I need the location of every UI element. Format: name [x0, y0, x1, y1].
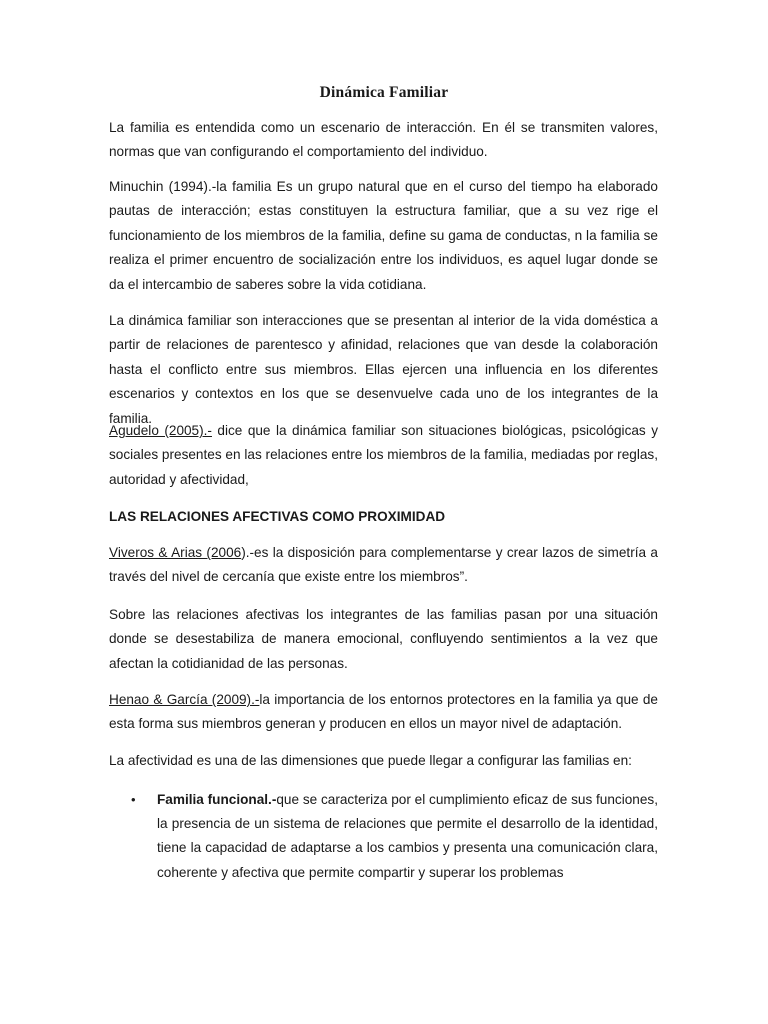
paragraph-viveros-text: ).-es la disposición para complementarse y crear lazos de simetría a través del nivel de cercanía que existe entre los miembros”. — [109, 545, 658, 585]
paragraph-henao-text: la importancia de los entornos protectores en la familia ya que de esta forma sus miembros generan y producen en ellos un mayor nivel de adaptación. — [109, 692, 658, 732]
citation-agudelo: Agudelo (2005).- — [109, 423, 212, 438]
paragraph-dinamica: La dinámica familiar son interacciones que se presentan al interior de la vida doméstica a partir de relaciones de parentesco y afinidad, relaciones que van desde la colaboración hasta el conflicto entre sus miembros. Ellas ejercen una influencia en los diferentes escenarios y contextos en los que se desenvuelve cada uno de los integrantes de la familia. — [109, 313, 658, 426]
paragraph-relaciones-afectivas: Sobre las relaciones afectivas los integrantes de las familias pasan por una situación donde se desestabiliza de manera emocional, confluyendo sentimientos a la vez que afectan la cotidianidad de las personas. — [109, 607, 658, 671]
bullet-icon: • — [131, 792, 136, 807]
paragraph-agudelo — [109, 419, 658, 492]
paragraph-afectividad: La afectividad es una de las dimensiones que puede llegar a configurar las familias en: — [109, 753, 632, 768]
bullet-list — [109, 788, 658, 885]
paragraph-intro: La familia es entendida como un escenario de interacción. En él se transmiten valores, normas que van configurando el comportamiento del individuo. — [109, 120, 658, 160]
section-heading: LAS RELACIONES AFECTIVAS COMO PROXIMIDAD — [109, 509, 446, 524]
paragraph-viveros — [109, 541, 658, 590]
document-title: Dinámica Familiar — [319, 84, 449, 101]
citation-henao: Henao & García (2009).- — [109, 692, 260, 707]
paragraph-agudelo-text: dice que la dinámica familiar son situaciones biológicas, psicológicas y sociales presentes en las relaciones entre los miembros de la familia, mediadas por reglas, autoridad y afectividad, — [109, 423, 658, 487]
paragraph-minuchin: Minuchin (1994).-la familia Es un grupo natural que en el curso del tiempo ha elaborado pautas de interacción; estas constituyen la estructura familiar, que a su vez rige el funcionamiento de los miembros de la familia, define su gama de conductas, n la familia se realiza el primer encuentro de socialización entre los individuos, es aquel lugar donde se da el intercambio de saberes sobre la vida cotidiana. — [109, 179, 658, 292]
list-item-text: que se caracteriza por el cumplimiento eficaz de sus funciones, la presencia de un sistema de relaciones que permite el desarrollo de la identidad, tiene la capacidad de adaptarse a los cambios y presenta una comunicación clara, coherente y afectiva que permite compartir y superar los problemas — [157, 792, 659, 880]
list-item — [109, 788, 658, 885]
citation-viveros: Viveros & Arias (2006 — [109, 545, 242, 560]
paragraph-henao — [109, 688, 658, 737]
list-item-term: Familia funcional.- — [157, 792, 277, 807]
